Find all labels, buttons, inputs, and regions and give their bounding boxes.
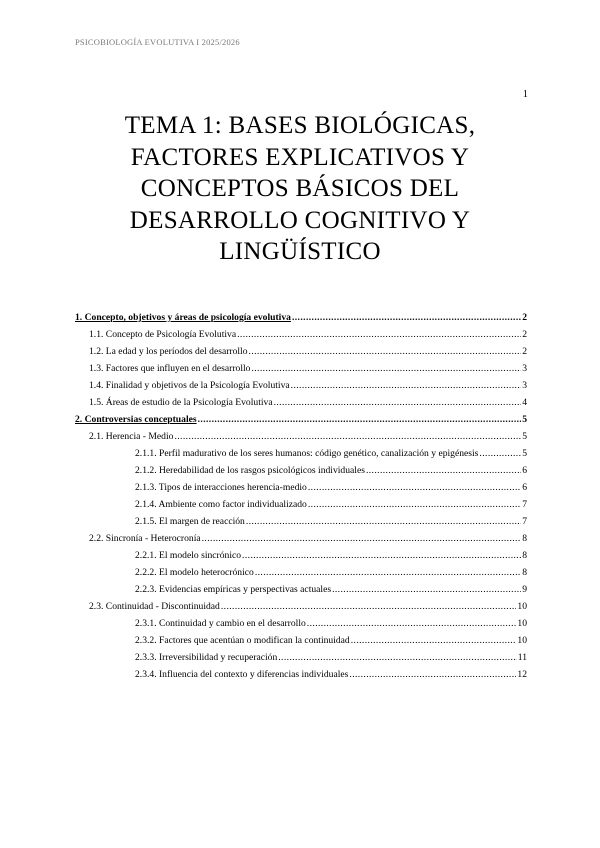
title-line: LINGÜÍSTICO	[219, 238, 381, 265]
toc-entry[interactable]	[75, 613, 527, 630]
toc-dot-leader	[308, 498, 521, 511]
toc-entry-page: 2	[522, 346, 527, 357]
toc-entry[interactable]	[75, 647, 527, 664]
toc-entry-label: 2.2.2. El modelo heterocrónico	[135, 567, 254, 578]
toc-entry-label: 2.3.3. Irreversibilidad y recuperación	[135, 652, 278, 663]
toc-dot-leader	[291, 379, 522, 392]
toc-entry[interactable]	[75, 426, 527, 443]
toc-entry-label: 1.4. Finalidad y objetivos de la Psicología Evolutiva	[89, 380, 290, 391]
toc-entry-page: 5	[522, 431, 527, 442]
toc-dot-leader	[174, 430, 521, 443]
toc-entry-page: 12	[517, 669, 527, 680]
toc-entry[interactable]	[75, 664, 527, 681]
toc-entry[interactable]	[75, 324, 527, 341]
toc-entry-label: 2.1.4. Ambiente como factor individualizado	[135, 499, 307, 510]
toc-dot-leader	[255, 566, 521, 579]
toc-entry-label: 2.2. Sincronía - Heterocronía	[89, 533, 201, 544]
toc-dot-leader	[351, 634, 517, 647]
toc-dot-leader	[366, 464, 521, 477]
toc-entry-page: 9	[522, 584, 527, 595]
toc-entry-page: 10	[517, 635, 527, 646]
toc-entry[interactable]	[75, 545, 527, 562]
toc-entry[interactable]	[75, 494, 527, 511]
toc-entry[interactable]	[75, 630, 527, 647]
title-line: FACTORES EXPLICATIVOS Y	[130, 143, 470, 171]
toc-entry-page: 5	[522, 448, 527, 459]
toc-entry-label: 2.3.2. Factores que acentúan o modifican la continuidad	[135, 635, 350, 646]
toc-dot-leader	[237, 328, 521, 341]
toc-dot-leader	[242, 549, 521, 562]
toc-entry-page: 5	[522, 414, 527, 425]
toc-entry-page: 3	[522, 380, 527, 391]
toc-entry-label: 2.3. Continuidad - Discontinuidad	[89, 601, 220, 612]
toc-entry[interactable]	[75, 392, 527, 409]
toc-entry-page: 8	[522, 533, 527, 544]
table-of-contents	[75, 307, 527, 681]
toc-entry-label: 2.1.3. Tipos de interacciones herencia-medio	[135, 482, 307, 493]
running-header: PSICOBIOLOGÍA EVOLUTIVA I 2025/2026	[75, 37, 240, 47]
toc-entry-label: 2.3.4. Influencia del contexto y diferencias individuales	[135, 669, 349, 680]
toc-entry-page: 8	[522, 550, 527, 561]
toc-dot-leader	[308, 481, 521, 494]
toc-entry[interactable]	[75, 443, 527, 460]
toc-dot-leader	[249, 345, 522, 358]
toc-entry-label: 2.2.1. El modelo sincrónico	[135, 550, 242, 561]
toc-entry-label: 1.3. Factores que influyen en el desarrollo	[89, 363, 251, 374]
toc-dot-leader	[246, 515, 521, 528]
toc-entry-label: 2.2.3. Evidencias empíricas y perspectivas actuales	[135, 584, 332, 595]
toc-entry[interactable]	[75, 528, 527, 545]
toc-entry-page: 3	[522, 363, 527, 374]
toc-dot-leader	[198, 413, 522, 426]
toc-dot-leader	[221, 600, 517, 613]
toc-dot-leader	[349, 668, 516, 681]
toc-entry-page: 8	[522, 567, 527, 578]
toc-entry[interactable]	[75, 358, 527, 375]
toc-entry-label: 2. Controversias conceptuales	[75, 414, 197, 425]
toc-entry[interactable]	[75, 511, 527, 528]
toc-dot-leader	[292, 311, 521, 324]
toc-entry[interactable]	[75, 579, 527, 596]
toc-entry[interactable]	[75, 596, 527, 613]
toc-dot-leader	[274, 396, 522, 409]
toc-entry[interactable]	[75, 562, 527, 579]
toc-entry-page: 11	[517, 652, 527, 663]
toc-entry-page: 2	[522, 329, 527, 340]
toc-entry-label: 2.1. Herencia - Medio	[89, 431, 174, 442]
toc-entry-page: 10	[517, 601, 527, 612]
toc-entry-page: 10	[517, 618, 527, 629]
toc-entry-label: 2.1.5. El margen de reacción	[135, 516, 245, 527]
toc-entry-label: 2.1.1. Perfil madurativo de los seres humanos: código genético, canalización y epigénesis	[135, 448, 479, 459]
toc-entry-label: 1.2. La edad y los períodos del desarrollo	[89, 346, 248, 357]
toc-dot-leader	[479, 447, 521, 460]
toc-entry-label: 1.5. Áreas de estudio de la Psicología Evolutiva	[89, 397, 273, 408]
toc-entry-page: 7	[522, 516, 527, 527]
toc-dot-leader	[251, 362, 521, 375]
title-line: CONCEPTOS BÁSICOS DEL	[140, 175, 460, 202]
toc-entry-page: 6	[522, 482, 527, 493]
toc-entry-label: 1. Concepto, objetivos y áreas de psicología evolutiva	[75, 312, 291, 323]
toc-entry[interactable]	[75, 375, 527, 392]
toc-entry-page: 7	[522, 499, 527, 510]
title-line: TEMA 1: BASES BIOLÓGICAS,	[124, 112, 476, 139]
toc-entry[interactable]	[75, 460, 527, 477]
document-title	[60, 110, 540, 268]
toc-entry-label: 1.1. Concepto de Psicología Evolutiva	[89, 329, 237, 340]
toc-entry-page: 6	[522, 465, 527, 476]
toc-entry-page: 2	[522, 312, 527, 323]
toc-entry-label: 2.1.2. Heredabilidad de los rasgos psicológicos individuales	[135, 465, 365, 476]
toc-entry-page: 4	[522, 397, 527, 408]
title-line: DESARROLLO COGNITIVO Y	[129, 206, 471, 234]
toc-entry-label: 2.3.1. Continuidad y cambio en el desarrollo	[135, 618, 306, 629]
page-number: 1	[522, 89, 528, 100]
toc-entry[interactable]	[75, 477, 527, 494]
toc-dot-leader	[307, 617, 517, 630]
toc-dot-leader	[278, 651, 517, 664]
toc-dot-leader	[202, 532, 522, 545]
toc-entry[interactable]	[75, 307, 527, 324]
toc-entry[interactable]	[75, 341, 527, 358]
toc-entry[interactable]	[75, 409, 527, 426]
toc-dot-leader	[332, 583, 521, 596]
